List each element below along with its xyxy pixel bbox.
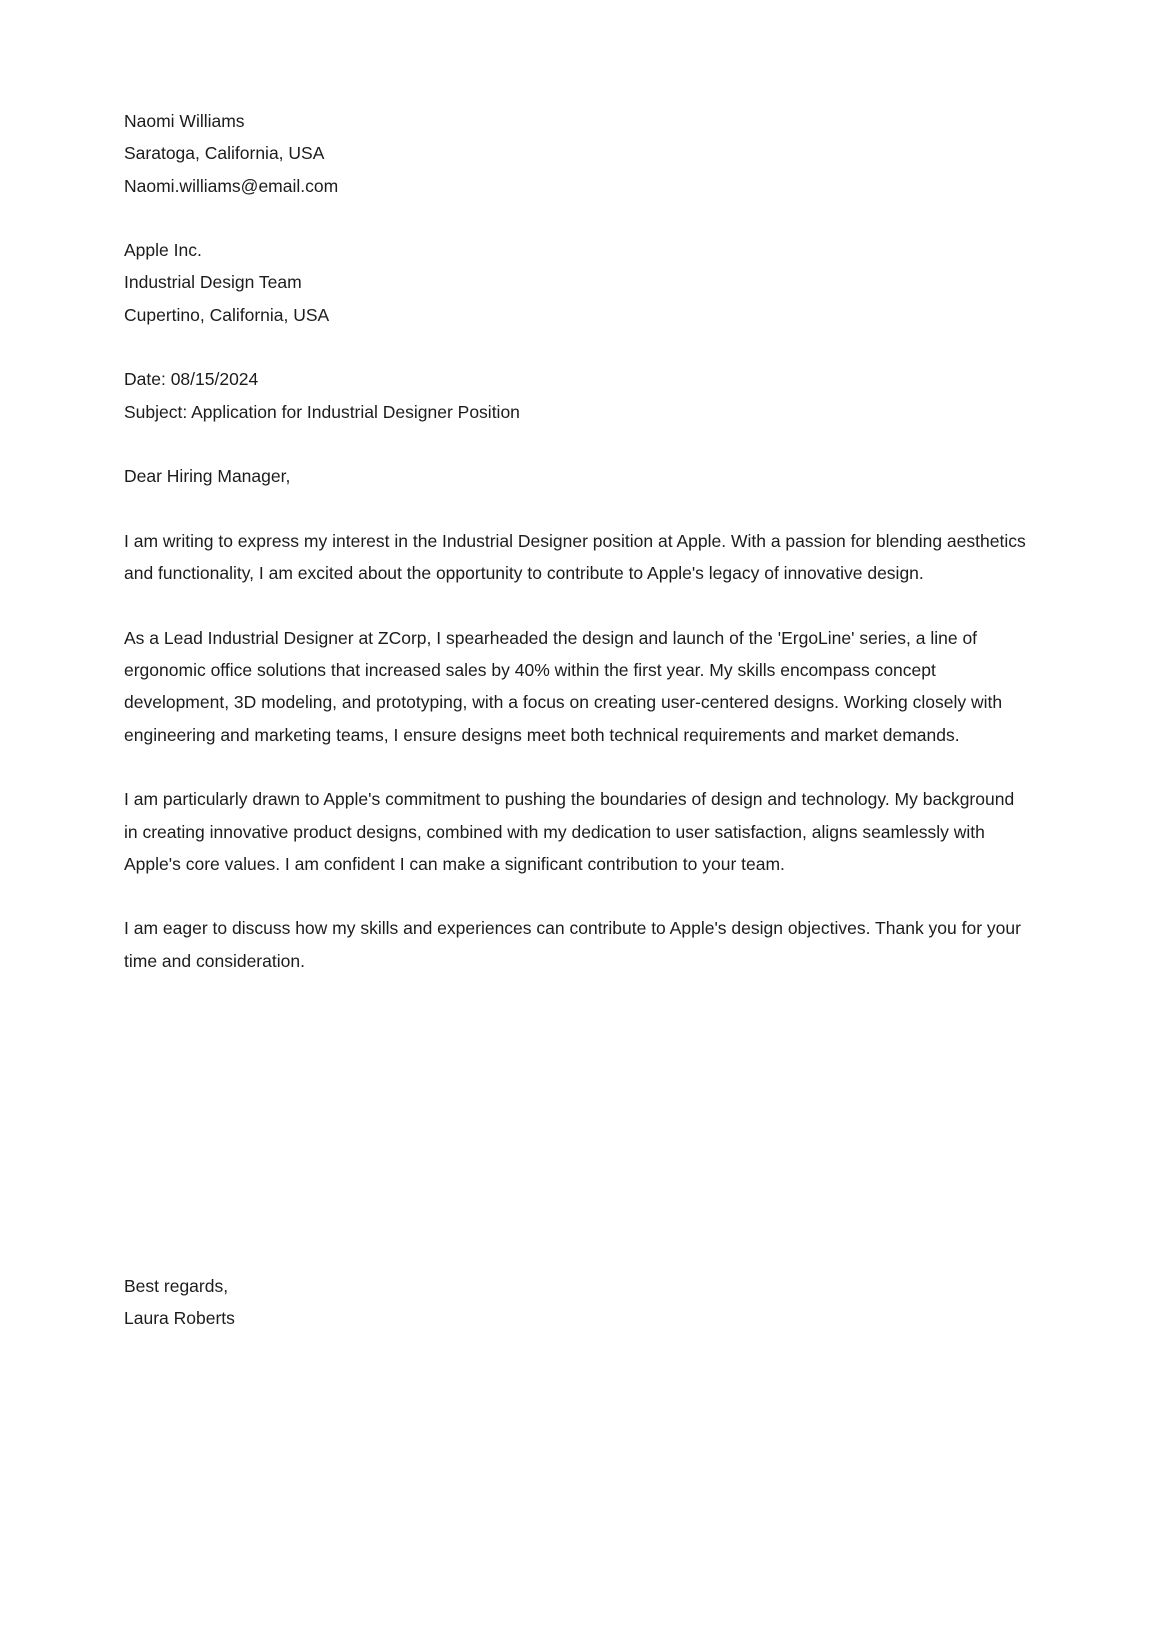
closing-block xyxy=(124,1270,1026,1335)
sender-name: Naomi Williams xyxy=(124,111,245,131)
recipient-team: Industrial Design Team xyxy=(124,272,302,293)
letter-content xyxy=(124,105,1026,1335)
paragraph-2: As a Lead Industrial Designer at ZCorp, I spearheaded the design and launch of the 'ErgoLine' series, a line of ergonomic office solutions that increased sales by 40% within the first year. My skills encompass concept development, 3D modeling, and prototyping, with a focus on creating user-centered designs. Working closely with engineering and marketing teams, I ensure designs meet both technical requirements and market demands. xyxy=(124,627,1003,745)
date-line: Date: 08/15/2024 xyxy=(124,369,259,390)
subject-line: Subject: Application for Industrial Designer Position xyxy=(124,401,520,422)
salutation xyxy=(124,460,1026,492)
recipient-location: Cupertino, California, USA xyxy=(124,304,330,325)
paragraph-4: I am eager to discuss how my skills and experiences can contribute to Apple's design objectives. Thank you for your time and consideration. xyxy=(124,918,1021,971)
meta-block xyxy=(124,363,1026,428)
signature-name: Laura Roberts xyxy=(124,1308,235,1329)
paragraph-1: I am writing to express my interest in the Industrial Designer position at Apple. With a passion for blending aesthetics and functionality, I am excited about the opportunity to contribute to Apple's legacy of innovative design. xyxy=(124,530,1026,584)
recipient-block xyxy=(124,234,1026,331)
sender-block xyxy=(124,105,1026,202)
salutation-text: Dear Hiring Manager, xyxy=(124,466,291,487)
sender-email: Naomi.williams@email.com xyxy=(124,175,339,196)
recipient-company: Apple Inc. xyxy=(124,240,202,261)
valediction: Best regards, xyxy=(124,1276,229,1297)
sender-location: Saratoga, California, USA xyxy=(124,143,325,164)
paragraph-3: I am particularly drawn to Apple's commitment to pushing the boundaries of design and technology. My background in creating innovative product designs, combined with my dedication to user satisfaction, aligns seamlessly with Apple's core values. I am confident I can make a significant contribution to your team. xyxy=(124,789,1015,874)
